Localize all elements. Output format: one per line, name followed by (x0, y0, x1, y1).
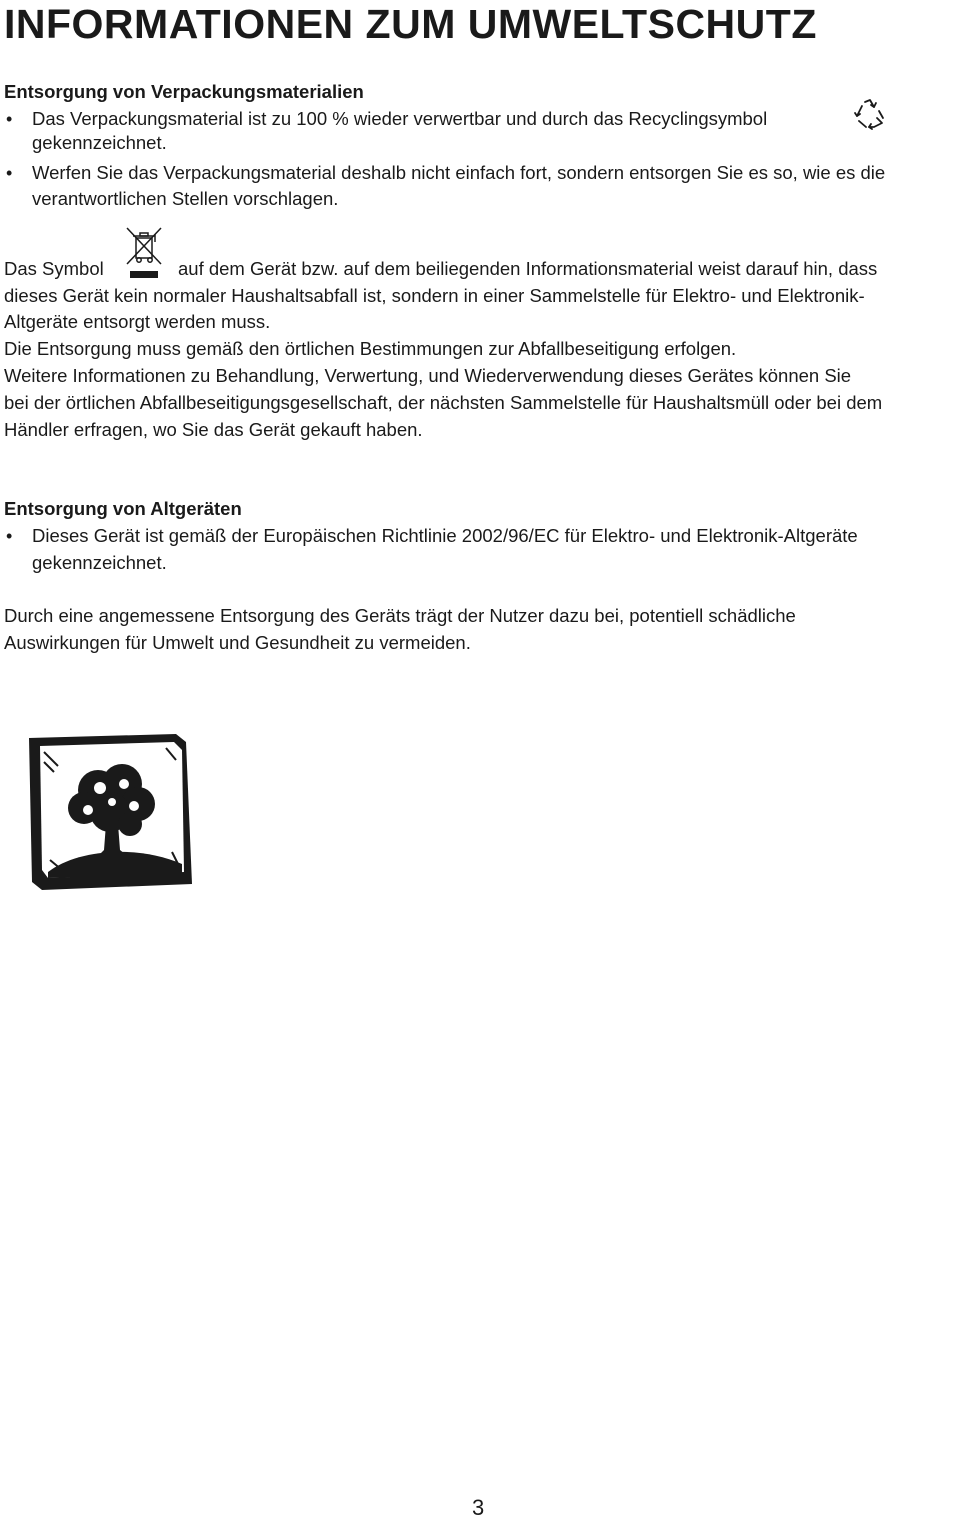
symbol-text-line3: Altgeräte entsorgt werden muss. (4, 311, 271, 332)
packaging-bullet2-line2: verantwortlichen Stellen vorschlagen. (32, 188, 339, 209)
recycling-icon (853, 98, 887, 135)
symbol-text-line1: auf dem Gerät bzw. auf dem beiliegenden Informationsmaterial weist darauf hin, dass (178, 258, 878, 279)
old-devices-para-line2: Auswirkungen für Umwelt und Gesundheit zu vermeiden. (4, 632, 471, 653)
page-number: 3 (472, 1495, 485, 1520)
section-heading-packaging: Entsorgung von Verpackungsmaterialien (4, 81, 364, 102)
packaging-bullet2-line1: Werfen Sie das Verpackungsmaterial deshalb nicht einfach fort, sondern entsorgen Sie es so, wie es die (32, 162, 886, 183)
page-title: INFORMATIONEN ZUM UMWELTSCHUTZ (4, 1, 817, 47)
section-heading-old-devices: Entsorgung von Altgeräten (4, 498, 242, 519)
packaging-bullet1-line2: gekennzeichnet. (32, 132, 167, 153)
symbol-text-line2: dieses Gerät kein normaler Haushaltsabfall ist, sondern in einer Sammelstelle für Elektro- und Elektronik- (4, 285, 865, 306)
bullet-marker: • (6, 109, 13, 129)
old-devices-bullet1-line1: Dieses Gerät ist gemäß der Europäischen Richtlinie 2002/96/EC für Elektro- und Elektronik-Altgeräte (32, 525, 858, 546)
crossed-out-bin-icon (124, 224, 164, 287)
bullet-marker: • (6, 163, 13, 183)
packaging-bullet1-line1: Das Verpackungsmaterial ist zu 100 % wieder verwertbar und durch das Recyclingsymbol (32, 108, 768, 129)
symbol-text-prefix: Das Symbol (4, 258, 104, 279)
bullet-marker: • (6, 526, 13, 546)
info-text-line1: Weitere Informationen zu Behandlung, Verwertung, und Wiederverwendung dieses Gerätes können Sie (4, 365, 852, 386)
disposal-text: Die Entsorgung muss gemäß den örtlichen Bestimmungen zur Abfallbeseitigung erfolgen. (4, 338, 737, 359)
tree-emblem-icon (26, 732, 198, 897)
info-text-line2: bei der örtlichen Abfallbeseitigungsgesellschaft, der nächsten Sammelstelle für Haushaltsmüll oder bei dem (4, 392, 883, 413)
old-devices-para-line1: Durch eine angemessene Entsorgung des Geräts trägt der Nutzer dazu bei, potentiell schädliche (4, 605, 796, 626)
old-devices-bullet1-line2: gekennzeichnet. (32, 552, 167, 573)
info-text-line3: Händler erfragen, wo Sie das Gerät gekauft haben. (4, 419, 423, 440)
